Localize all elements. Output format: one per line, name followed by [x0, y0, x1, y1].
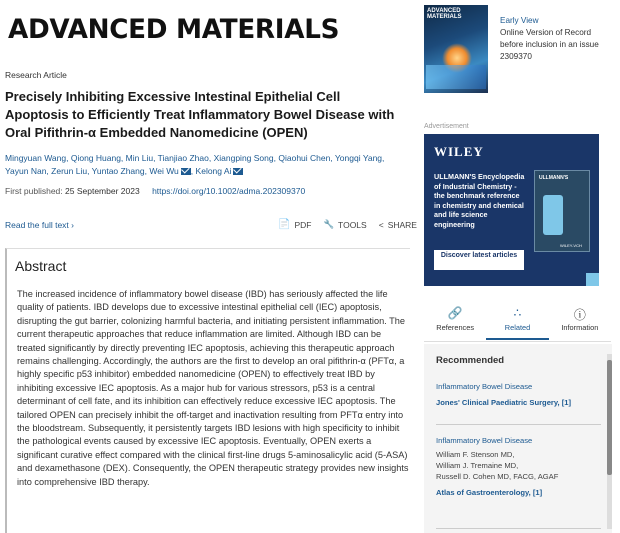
author-link[interactable]: Zerun Liu, [51, 166, 90, 176]
author-link[interactable]: Yuntao Zhang, [91, 166, 147, 176]
ad-corner-decoration [586, 273, 599, 286]
recommended-title-link[interactable]: Inflammatory Bowel Disease [436, 436, 533, 445]
divider [436, 424, 601, 425]
wiley-logo: WILEY [434, 144, 484, 159]
share-button[interactable] [379, 220, 417, 230]
network-icon: ∴ [513, 306, 522, 320]
article-title: Precisely Inhibiting Excessive Intestinal Epithelial Cell Apoptosis to Efficiently Treat Inflammatory Bowel Disease with Oral Pifithrin-α Embedded Nanomedicine (OPEN) [5, 89, 395, 140]
author-link[interactable] [196, 166, 244, 176]
article-toolbar [278, 219, 417, 230]
tab-label: Related [504, 323, 531, 332]
recommended-author: Russell D. Cohen MD, FACG, AGAF [436, 472, 559, 481]
link-icon: 🔗 [447, 306, 463, 320]
author-link[interactable]: Min Liu, [125, 153, 156, 163]
recommended-author: William J. Tremaine MD, [436, 461, 519, 470]
divider [436, 528, 601, 529]
early-view-link[interactable]: Early View [500, 16, 539, 25]
advertisement-banner[interactable] [424, 134, 599, 286]
recommended-title-link[interactable]: Inflammatory Bowel Disease [436, 382, 533, 391]
tab-references[interactable] [424, 300, 486, 340]
publication-info [5, 186, 305, 196]
info-icon: ⓘ [573, 308, 586, 322]
author-link[interactable]: Qiaohui Chen, [278, 153, 333, 163]
sidebar-tabs [424, 300, 611, 340]
recommended-author: William F. Stenson MD, [436, 450, 515, 459]
article-number: 2309370 [500, 52, 532, 61]
abstract-heading: Abstract [15, 258, 67, 274]
journal-logo[interactable]: ADVANCED MATERIALS [8, 14, 340, 45]
list-item [436, 381, 601, 408]
advert-text: ULLMANN'S Encyclopedia of Industrial Chemistry - the benchmark reference in chemistry and chemical and life science engineering [434, 172, 525, 229]
abstract-text: The increased incidence of inflammatory bowel disease (IBD) has seriously affected the life quality of patients. IBD develops due to excessive intestinal epithelial cell (IEC) apoptosis, disrupting the gut barrier, colonizing harmful bacteria, and initiating persistent inflammation. The current therapeutic approaches that reduce inflammation are limited. Although IBD can be treated significantly by directly preventing IEC apoptosis, achieving this therapeutic approach remains challenging. Accordingly, the authors are the first to develop an oral pifithrin-α (PFTα, a highly specific p53 inhibitor) embedded nanomedicine (OPEN) to effectively treat IBD by inhibiting excessive IEC apoptosis. As a major hub for various stressors, p53 is a central determinant of cell fate, and its inhibition can effectively reduce excessive IEC apoptosis. The tailored OPEN can precisely inhibit the off-target and inactivation resulting from PFTα entry into the bloodstream. Subsequently, it persistently targets IBD lesions with high specificity to inhibit the pathological events caused by excessive IEC apoptosis. Eventually, OPEN exerts a significant curative effect compared with the clinical first-line drugs 5-aminosalicylic acid (5-ASA) and dexamethasone (DEX). Consequently, the OPEN therapeutic strategy provides new insights into comprehensive IBD therapy. [17, 289, 409, 487]
mail-icon[interactable] [233, 168, 243, 175]
pdf-icon: 📄 [278, 219, 291, 230]
issue-info [500, 15, 615, 63]
journal-cover-image[interactable] [424, 5, 488, 93]
article-type: Research Article [5, 70, 67, 80]
mail-icon[interactable] [181, 168, 191, 175]
early-view-description: Online Version of Record before inclusion in an issue [500, 28, 599, 49]
recommended-source-link[interactable]: Atlas of Gastroenterology, [1] [436, 488, 543, 497]
share-label: SHARE [387, 219, 417, 230]
tabs-divider [424, 341, 611, 342]
recommended-panel [424, 344, 612, 533]
cover-title: ADVANCED MATERIALS [427, 8, 462, 20]
author-link[interactable]: Yayun Nan, [5, 166, 49, 176]
author-link[interactable]: Yongqi Yang, [334, 153, 385, 163]
book-cover-image [534, 170, 590, 252]
author-name[interactable]: Wei Wu [149, 166, 179, 176]
wrench-icon: 🔧 [323, 219, 335, 229]
author-link[interactable]: Mingyuan Wang, [5, 153, 69, 163]
list-item [436, 435, 601, 498]
author-name[interactable]: Kelong Ai [195, 166, 232, 176]
author-link[interactable]: Qiong Huang, [70, 153, 124, 163]
tab-information[interactable] [549, 300, 611, 340]
author-list [5, 152, 410, 178]
book-title: ULLMANN'S [539, 175, 569, 181]
share-icon: < [378, 219, 384, 230]
recommended-source-link[interactable]: Jones' Clinical Paediatric Surgery, [1] [436, 398, 572, 407]
tab-related[interactable] [486, 300, 548, 340]
recommended-heading: Recommended [436, 355, 505, 366]
scrollbar[interactable] [607, 354, 612, 529]
discover-articles-button[interactable]: Discover latest articles [434, 250, 524, 270]
doi-link[interactable]: https://doi.org/10.1002/adma.202309370 [152, 186, 306, 196]
tab-label: Information [561, 323, 599, 332]
first-published-label: First published: [5, 186, 63, 196]
author-link[interactable]: Wei Wu , [149, 166, 194, 176]
tab-label: References [436, 323, 475, 332]
tools-button[interactable] [323, 219, 366, 230]
book-art [543, 195, 563, 235]
pdf-button[interactable] [278, 219, 311, 230]
advertisement-label: Advertisement [424, 123, 469, 130]
author-link[interactable]: Tianjiao Zhao, [157, 153, 212, 163]
scrollbar-thumb[interactable] [607, 360, 612, 475]
pdf-label: PDF [294, 219, 312, 230]
cover-art [426, 65, 486, 89]
publication-date: 25 September 2023 [65, 186, 140, 196]
tools-label: TOOLS [338, 219, 367, 230]
read-full-text-link[interactable]: Read the full text › [5, 220, 74, 230]
book-publisher: WILEY-VCH [560, 243, 582, 248]
author-link[interactable]: Xiangping Song, [213, 153, 276, 163]
